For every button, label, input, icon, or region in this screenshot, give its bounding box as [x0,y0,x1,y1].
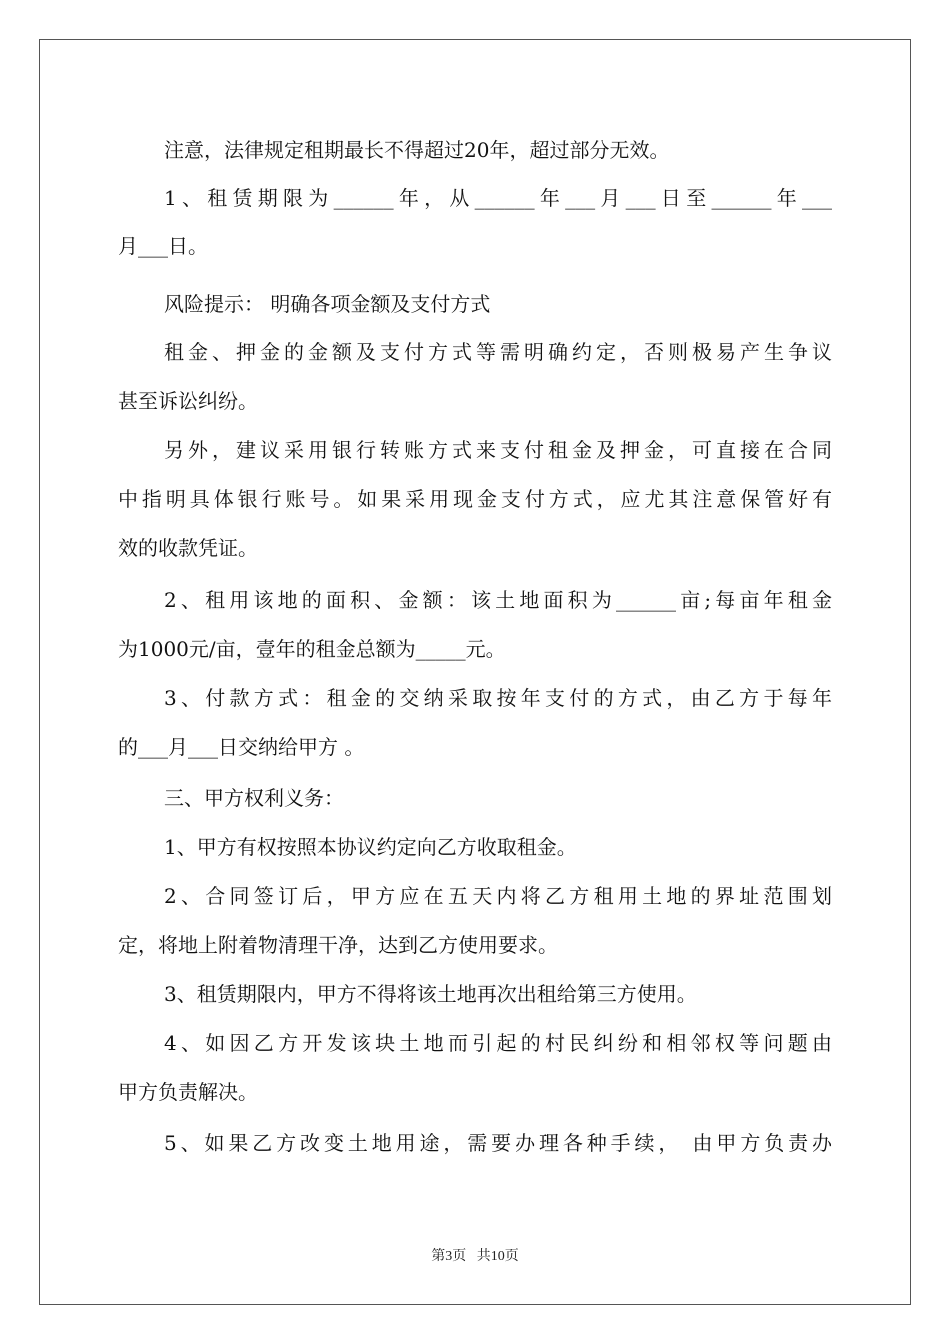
paragraph-line: 月___日。 [118,234,208,258]
page-footer [0,1245,950,1265]
paragraph-line: 为1000元/亩，壹年的租金总额为_____元。 [118,637,506,661]
paragraph-line: 甲方负责解决。 [118,1080,258,1104]
paragraph-line: 中指明具体银行账号。如果采用现金支付方式，应尤其注意保管好有 [118,487,832,511]
paragraph-line: 效的收款凭证。 [118,536,258,560]
page-total: 共10页 [476,1249,519,1264]
paragraph-line: 4、如因乙方开发该块土地而引起的村民纠纷和相邻权等问题由 [164,1031,832,1055]
paragraph-line: 另外，建议采用银行转账方式来支付租金及押金，可直接在合同 [164,438,832,462]
paragraph-line: 3、付款方式：租金的交纳采取按年支付的方式，由乙方于每年 [164,686,832,710]
paragraph-line: 5、如果乙方改变土地用途，需要办理各种手续， 由甲方负责办 [164,1131,832,1155]
page-number: 第3页 [431,1249,467,1264]
section-heading: 三、甲方权利义务： [164,786,344,810]
paragraph-line: 风险提示： 明确各项金额及支付方式 [164,292,491,316]
paragraph-line: 甚至诉讼纠纷。 [118,389,258,413]
paragraph-line: 定，将地上附着物清理干净，达到乙方使用要求。 [118,933,558,957]
paragraph-line: 租金、押金的金额及支付方式等需明确约定，否则极易产生争议 [164,340,832,364]
paragraph-line: 2、租用该地的面积、金额：该土地面积为______亩;每亩年租金 [164,588,832,612]
paragraph-line: 1、甲方有权按照本协议约定向乙方收取租金。 [164,835,577,859]
paragraph-line: 2、合同签订后，甲方应在五天内将乙方租用土地的界址范围划 [164,884,832,908]
paragraph-line: 3、租赁期限内，甲方不得将该土地再次出租给第三方使用。 [164,982,697,1006]
paragraph-line: 注意，法律规定租期最长不得超过20年，超过部分无效。 [164,138,670,162]
paragraph-line: 的___月___日交纳给甲方 。 [118,735,365,759]
paragraph-line: 1、租赁期限为______年，从______年___月___日至______年___ [164,186,832,210]
